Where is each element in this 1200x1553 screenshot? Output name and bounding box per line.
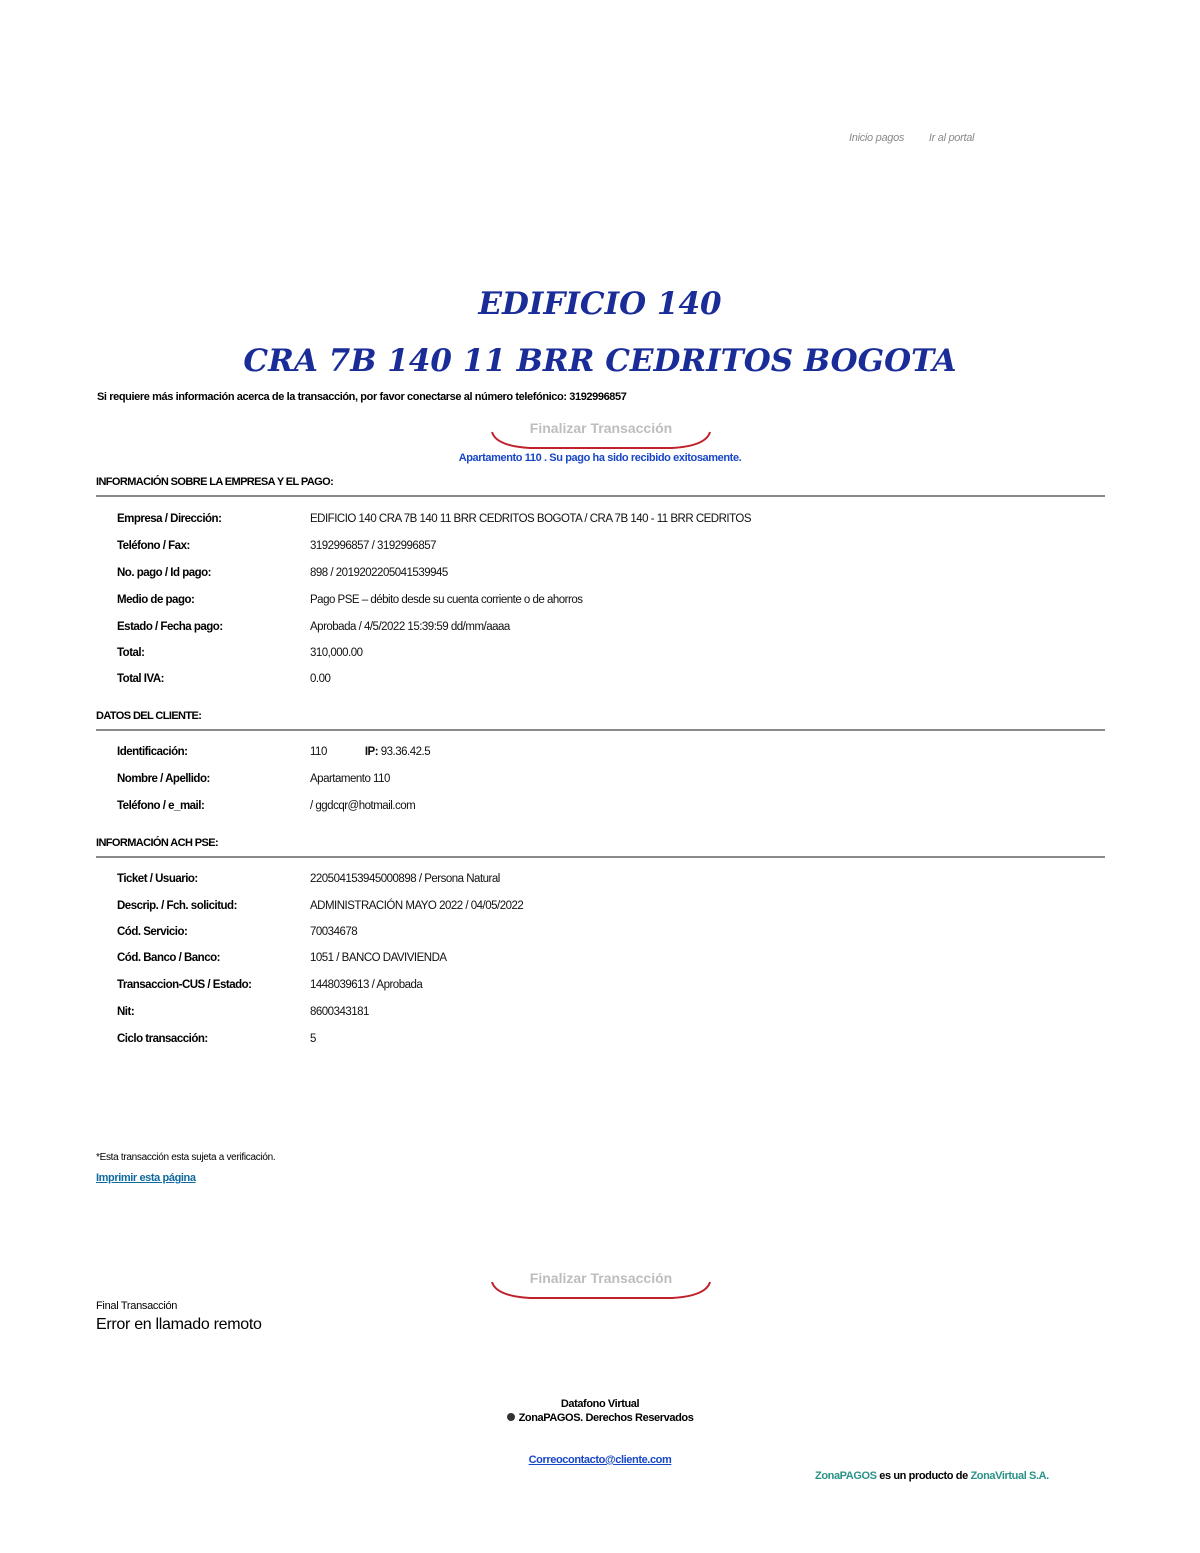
row-label: Estado / Fecha pago: [117,621,223,633]
row-value: Aprobada / 4/5/2022 15:39:59 dd/mm/aaaa [310,621,510,633]
section-divider [96,856,1105,858]
row-label: Nit: [117,1006,135,1018]
row-label: Identificación: [117,746,188,758]
section-heading-ach: INFORMACIÓN ACH PSE: [96,837,219,849]
footer-rights-text: ZonaPAGOS. Derechos Reservados [518,1412,694,1424]
row-label: Cód. Banco / Banco: [117,952,220,964]
row-value: 1448039613 / Aprobada [310,979,423,991]
contact-note: Si requiere más información acerca de la transacción, por favor conectarse al número telefónico: 3192996857 [97,391,627,403]
row-label: Ticket / Usuario: [117,873,198,885]
row-label: Ciclo transacción: [117,1033,208,1045]
top-nav [849,132,996,144]
nav-portal-link[interactable]: Ir al portal [928,132,975,144]
row-label: No. pago / Id pago: [117,567,211,579]
finalize-button-label: Finalizar Transacción [529,420,673,436]
row-label: Cód. Servicio: [117,926,188,938]
row-value: 3192996857 / 3192996857 [310,540,437,552]
section-divider [96,729,1105,731]
row-value: / ggdcqr@hotmail.com [310,800,416,812]
footer-copyright [0,1412,1200,1424]
row-value: 5 [310,1033,316,1045]
row-label: Transaccion-CUS / Estado: [117,979,252,991]
page-subtitle-address: CRA 7B 140 11 BRR CEDRITOS BOGOTA [243,343,957,379]
product-credit [815,1470,1049,1482]
row-value: 70034678 [310,926,358,938]
page-title: EDIFICIO 140 [478,286,722,322]
button-curve-decoration [490,1278,712,1302]
row-value: 310,000.00 [310,647,363,659]
row-label: Medio de pago: [117,594,195,606]
final-transaction-label: Final Transacción [96,1300,178,1312]
row-value: 8600343181 [310,1006,369,1018]
brand-zonapagos: ZonaPAGOS [815,1470,877,1482]
row-value: Pago PSE – débito desde su cuenta corriente o de ahorros [310,594,583,606]
product-credit-text: es un producto de [876,1470,971,1482]
remote-call-error: Error en llamado remoto [96,1316,262,1333]
verification-note: *Esta transacción esta sujeta a verificación. [96,1152,276,1163]
contact-email-link[interactable]: Correocontacto@cliente.com [528,1454,672,1466]
row-value [310,746,430,758]
row-value: 220504153945000898 / Persona Natural [310,873,500,885]
section-heading-company: INFORMACIÓN SOBRE LA EMPRESA Y EL PAGO: [96,476,334,488]
finalize-transaction-button-bottom[interactable] [490,1268,712,1298]
ip-value: 93.36.42.5 [380,746,431,758]
identification-value: 110 [310,746,327,758]
row-value: ADMINISTRACIÓN MAYO 2022 / 04/05/2022 [310,900,524,912]
finalize-transaction-button-top[interactable] [490,418,712,448]
section-divider [96,495,1105,497]
section-heading-client: DATOS DEL CLIENTE: [96,710,202,722]
button-curve-decoration [490,428,712,452]
row-value: Apartamento 110 [310,773,390,785]
row-value: 1051 / BANCO DAVIVIENDA [310,952,447,964]
row-label: Total: [117,647,145,659]
row-value: 0.00 [310,673,331,685]
row-label: Teléfono / e_mail: [117,800,205,812]
row-label: Teléfono / Fax: [117,540,190,552]
brand-zonavirtual: ZonaVirtual S.A. [970,1470,1049,1482]
row-value: 898 / 2019202205041539945 [310,567,448,579]
nav-home-link[interactable]: Inicio pagos [849,132,905,144]
footer-datafono: Datafono Virtual [560,1398,640,1410]
bullet-icon [507,1413,515,1421]
row-label: Nombre / Apellido: [117,773,210,785]
row-label: Descrip. / Fch. solicitud: [117,900,237,912]
print-page-link[interactable]: Imprimir esta página [96,1172,196,1184]
ip-label: IP: [364,746,379,758]
finalize-button-label: Finalizar Transacción [529,1270,673,1286]
row-label: Empresa / Dirección: [117,513,222,525]
row-value: EDIFICIO 140 CRA 7B 140 11 BRR CEDRITOS BOGOTA / CRA 7B 140 - 11 BRR CEDRITOS [310,513,752,525]
success-message: Apartamento 110 . Su pago ha sido recibido exitosamente. [458,452,742,464]
row-label: Total IVA: [117,673,164,685]
